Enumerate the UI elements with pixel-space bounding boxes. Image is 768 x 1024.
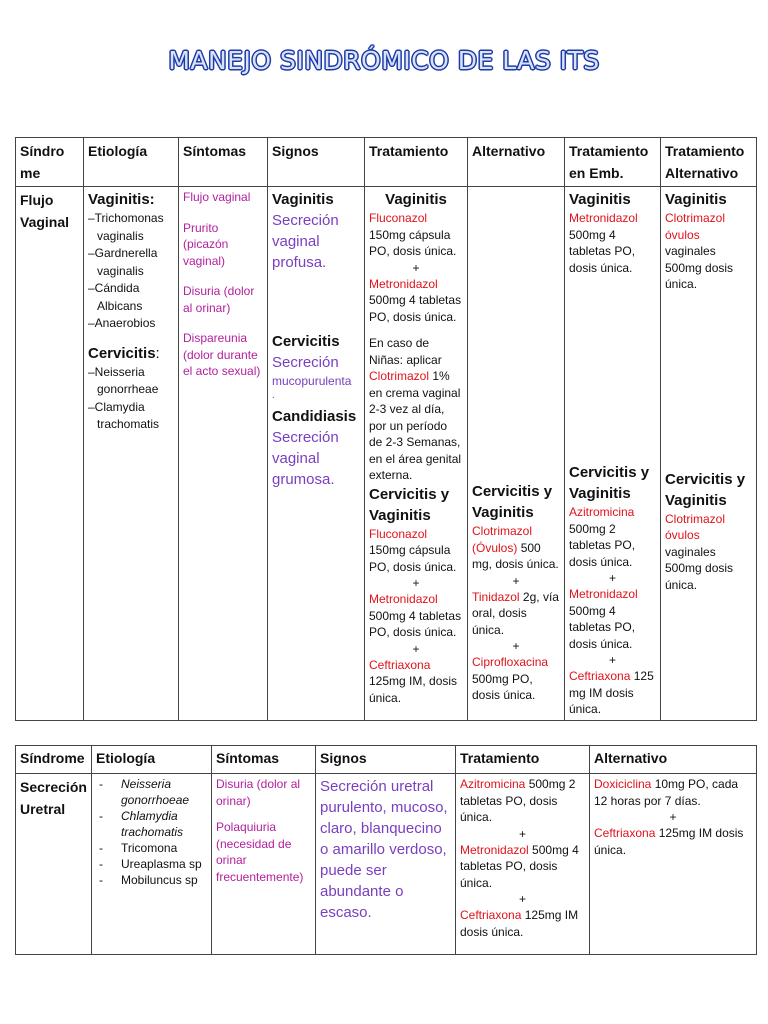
drug-name: Clotrimazol bbox=[369, 369, 430, 383]
plus-sign: + bbox=[412, 641, 420, 656]
drug-dose: 500mg 2 tabletas PO, dosis única. bbox=[460, 777, 576, 824]
signos-cervicitis-dot: . bbox=[272, 389, 275, 401]
plus-sign: + bbox=[412, 576, 420, 590]
tratamiento-cell bbox=[456, 774, 590, 955]
drug-dose: vaginales 500mg dosis única. bbox=[665, 244, 734, 291]
sintoma-item: Flujo vaginal bbox=[183, 190, 251, 204]
drug-name: Ceftriaxona bbox=[369, 657, 431, 672]
signos-candidiasis-text: Secreción vaginal grumosa. bbox=[272, 428, 339, 488]
syndrome-cell bbox=[16, 774, 92, 955]
drug-name: Tinidazol bbox=[472, 589, 520, 604]
signos-cell bbox=[268, 187, 365, 721]
drug-name: Clotrimazol (Óvulos) bbox=[472, 524, 533, 555]
list-item: - Ureaplasma sp bbox=[99, 857, 202, 871]
plus-sign: + bbox=[518, 892, 526, 906]
alternativo-cell bbox=[468, 187, 565, 721]
drug-name: Azitromicina bbox=[460, 777, 526, 791]
table-row bbox=[16, 774, 757, 955]
tratamiento-drug bbox=[369, 657, 463, 707]
emb-alt-drug bbox=[665, 210, 752, 293]
tratamiento-ninas bbox=[369, 335, 463, 484]
emb-drug bbox=[569, 668, 656, 718]
alternativo-cell bbox=[590, 774, 757, 955]
sintoma-item: Disuria (dolor al orinar) bbox=[216, 777, 301, 808]
emb-vaginitis-title: Vaginitis bbox=[569, 191, 631, 208]
alternativo-drug bbox=[472, 523, 560, 573]
alternativo-drug bbox=[472, 654, 560, 704]
drug-dose: 125 mg IM dosis única. bbox=[569, 669, 654, 716]
etiologia-cervicitis-title bbox=[88, 343, 174, 364]
page-title: MANEJO SINDRÓMICO DE LAS ITS bbox=[168, 46, 600, 75]
emb-cv-title: Cervicitis y Vaginitis bbox=[569, 464, 650, 502]
syndrome-cell bbox=[16, 187, 84, 721]
col-header-tratamiento: Tratamiento bbox=[365, 138, 468, 187]
col-header-sintomas: Síntomas bbox=[179, 138, 268, 187]
emb-alt-vaginitis-title: Vaginitis bbox=[665, 191, 727, 208]
drug-name: Metronidazol bbox=[460, 842, 529, 857]
sintoma-item: Prurito (picazón vaginal) bbox=[183, 220, 229, 268]
col-header-tratamiento: Tratamiento bbox=[456, 746, 590, 774]
col-header-etiologia: Etiología bbox=[84, 138, 179, 187]
plus-sign: + bbox=[518, 826, 526, 841]
drug-name: Azitromicina bbox=[569, 505, 635, 519]
alternativo-drug bbox=[472, 589, 560, 639]
emb-drug bbox=[569, 504, 656, 570]
syndrome-name: Secreción Uretral bbox=[20, 779, 87, 817]
signos-candidiasis-title: Candidiasis bbox=[272, 407, 357, 425]
tratamiento-drug bbox=[460, 776, 585, 826]
signos-cervicitis-text2: mucopurulenta bbox=[272, 374, 352, 388]
emb-alt-cv-title: Cervicitis y Vaginitis bbox=[665, 470, 746, 509]
emb-cell bbox=[565, 187, 661, 721]
tratamiento-drug bbox=[460, 842, 585, 892]
drug-dose: vaginales 500mg dosis única. bbox=[665, 544, 734, 592]
col-header-signos: Signos bbox=[268, 138, 365, 187]
drug-name: Ceftriaxona bbox=[460, 908, 522, 922]
emb-alternativo-cell bbox=[661, 187, 757, 721]
drug-name: Ceftriaxona bbox=[594, 826, 656, 840]
etiologia-cervicitis-colon: : bbox=[155, 344, 160, 362]
sintomas-cell bbox=[212, 774, 316, 955]
drug-dose: 2g, vía oral, dosis única. bbox=[472, 589, 559, 637]
drug-dose: 125mg IM dosis única. bbox=[460, 908, 579, 939]
col-header-tratamiento-emb: Tratamiento en Emb. bbox=[565, 138, 661, 187]
signos-cervicitis-text: Secreción bbox=[272, 354, 339, 371]
drug-name: Fluconazol bbox=[369, 526, 428, 541]
col-header-sintomas: Síntomas bbox=[212, 746, 316, 774]
drug-dose: 500mg 4 tabletas PO, dosis única. bbox=[460, 842, 579, 890]
etiologia-list bbox=[96, 776, 207, 888]
drug-name: Metronidazol bbox=[569, 211, 638, 225]
drug-dose: 500mg 4 tabletas PO, dosis única. bbox=[369, 293, 462, 324]
sintoma-item: Disuria (dolor al orinar) bbox=[183, 284, 255, 315]
drug-dose: 500mg 4 tabletas PO, dosis única. bbox=[569, 227, 636, 275]
drug-dose: 500mg 4 tabletas PO, dosis única. bbox=[569, 603, 636, 651]
table-row bbox=[16, 187, 757, 721]
drug-dose: 125mg IM, dosis única. bbox=[369, 674, 458, 705]
tratamiento-drug bbox=[369, 591, 463, 641]
drug-name: Metronidazol bbox=[369, 592, 438, 606]
signos-vaginitis-title: Vaginitis bbox=[272, 191, 334, 208]
plus-sign: + bbox=[608, 653, 616, 667]
drug-name: Clotrimazol óvulos bbox=[665, 511, 726, 542]
etiologia-vaginitis-title: Vaginitis: bbox=[88, 191, 155, 208]
secrecion-uretral-table bbox=[15, 745, 757, 955]
drug-name: Metronidazol bbox=[369, 276, 438, 291]
etiologia-cervicitis-list bbox=[88, 364, 174, 434]
drug-name: Metronidazol bbox=[569, 587, 638, 601]
alternativo-cv-title: Cervicitis y Vaginitis bbox=[472, 483, 553, 521]
emb-drug bbox=[569, 210, 656, 276]
drug-dose: 10mg PO, cada 12 horas por 7 días. bbox=[594, 777, 739, 808]
tratamiento-drug bbox=[369, 210, 463, 260]
flujo-vaginal-table bbox=[15, 137, 757, 721]
table-header-row bbox=[16, 138, 757, 187]
alternativo-drug bbox=[594, 825, 752, 858]
tratamiento-drug bbox=[369, 276, 463, 326]
signos-text: Secreción uretral purulento, mucoso, claro, blanquecino o amarillo verdoso, puede ser abundante o escaso. bbox=[320, 778, 448, 921]
col-header-sindrome: Síndro me bbox=[16, 138, 84, 187]
list-item: - Neisseria gonorrhoeae bbox=[99, 777, 190, 807]
drug-dose: 500 mg, dosis única. bbox=[472, 540, 559, 571]
list-item: –Clamydia trachomatis bbox=[88, 399, 160, 431]
list-item: - Mobiluncus sp bbox=[99, 873, 198, 887]
signos-vaginitis-text: Secreción vaginal profusa. bbox=[272, 212, 339, 271]
tratamiento-vaginitis-title: Vaginitis bbox=[385, 191, 447, 208]
etiologia-cell bbox=[92, 774, 212, 955]
drug-name: Ceftriaxona bbox=[569, 669, 631, 683]
list-item: –Gardnerella vaginalis bbox=[88, 246, 158, 278]
tratamiento-cell bbox=[365, 187, 468, 721]
tratamiento-cv-title: Cervicitis y Vaginitis bbox=[369, 485, 450, 524]
emb-drug bbox=[569, 586, 656, 652]
drug-name: Fluconazol bbox=[369, 211, 428, 225]
col-header-etiologia: Etiología bbox=[92, 746, 212, 774]
plus-sign: + bbox=[608, 571, 616, 585]
sintoma-item: Polaquiuria (necesidad de orinar frecuentemente) bbox=[216, 820, 304, 884]
list-item: –Anaerobios bbox=[88, 316, 156, 330]
drug-name: Ciprofloxacina bbox=[472, 655, 549, 669]
signos-cervicitis-title: Cervicitis bbox=[272, 333, 340, 350]
col-header-signos: Signos bbox=[316, 746, 456, 774]
etiologia-vaginitis-list bbox=[88, 210, 174, 333]
col-header-tratamiento-alternativo: Tratamiento Alternativo bbox=[661, 138, 757, 187]
drug-dose: 500mg 2 tabletas PO, dosis única. bbox=[569, 521, 636, 569]
plus-sign: + bbox=[412, 260, 420, 275]
alternativo-drug bbox=[594, 776, 752, 809]
ninas-text: En caso de Niñas: aplicar bbox=[369, 336, 442, 367]
list-item: –Trichomonas vaginalis bbox=[88, 211, 164, 243]
col-header-sindrome: Síndrome bbox=[16, 746, 92, 774]
drug-dose: 125mg IM dosis única. bbox=[594, 826, 744, 857]
col-header-alternativo: Alternativo bbox=[590, 746, 757, 774]
plus-sign: + bbox=[512, 573, 520, 588]
drug-dose: 150mg cápsula PO, dosis única. bbox=[369, 227, 457, 258]
sintomas-cell bbox=[179, 187, 268, 721]
drug-dose: 150mg cápsula PO, dosis única. bbox=[369, 543, 457, 574]
drug-dose: 500mg 4 tabletas PO, dosis única. bbox=[369, 608, 462, 639]
col-header-alternativo: Alternativo bbox=[468, 138, 565, 187]
table-header-row bbox=[16, 746, 757, 774]
plus-sign: + bbox=[512, 639, 520, 653]
etiologia-cervicitis-word: Cervicitis bbox=[88, 344, 156, 362]
tratamiento-drug bbox=[460, 907, 585, 940]
etiologia-cell bbox=[84, 187, 179, 721]
list-item: –Neisseria gonorrheae bbox=[88, 364, 159, 396]
plus-sign: + bbox=[669, 810, 677, 824]
emb-alt-drug bbox=[665, 511, 752, 594]
drug-name: Clotrimazol óvulos bbox=[665, 211, 726, 242]
list-item: –Cándida Albicans bbox=[88, 281, 143, 313]
tratamiento-drug bbox=[369, 526, 463, 576]
signos-cell bbox=[316, 774, 456, 955]
drug-name: Doxiciclina bbox=[594, 777, 652, 791]
sintoma-item: Dispareunia (dolor durante el acto sexual) bbox=[183, 331, 261, 378]
drug-dose: 500mg PO, dosis única. bbox=[472, 671, 536, 702]
list-item: - Tricomona bbox=[99, 841, 178, 855]
syndrome-name: Flujo Vaginal bbox=[20, 192, 70, 230]
list-item: - Chlamydia trachomatis bbox=[99, 809, 184, 839]
drug-dose: 1% en crema vaginal 2-3 vez al día, por un período de 2-3 Semanas, en el área genital externa. bbox=[369, 369, 462, 482]
